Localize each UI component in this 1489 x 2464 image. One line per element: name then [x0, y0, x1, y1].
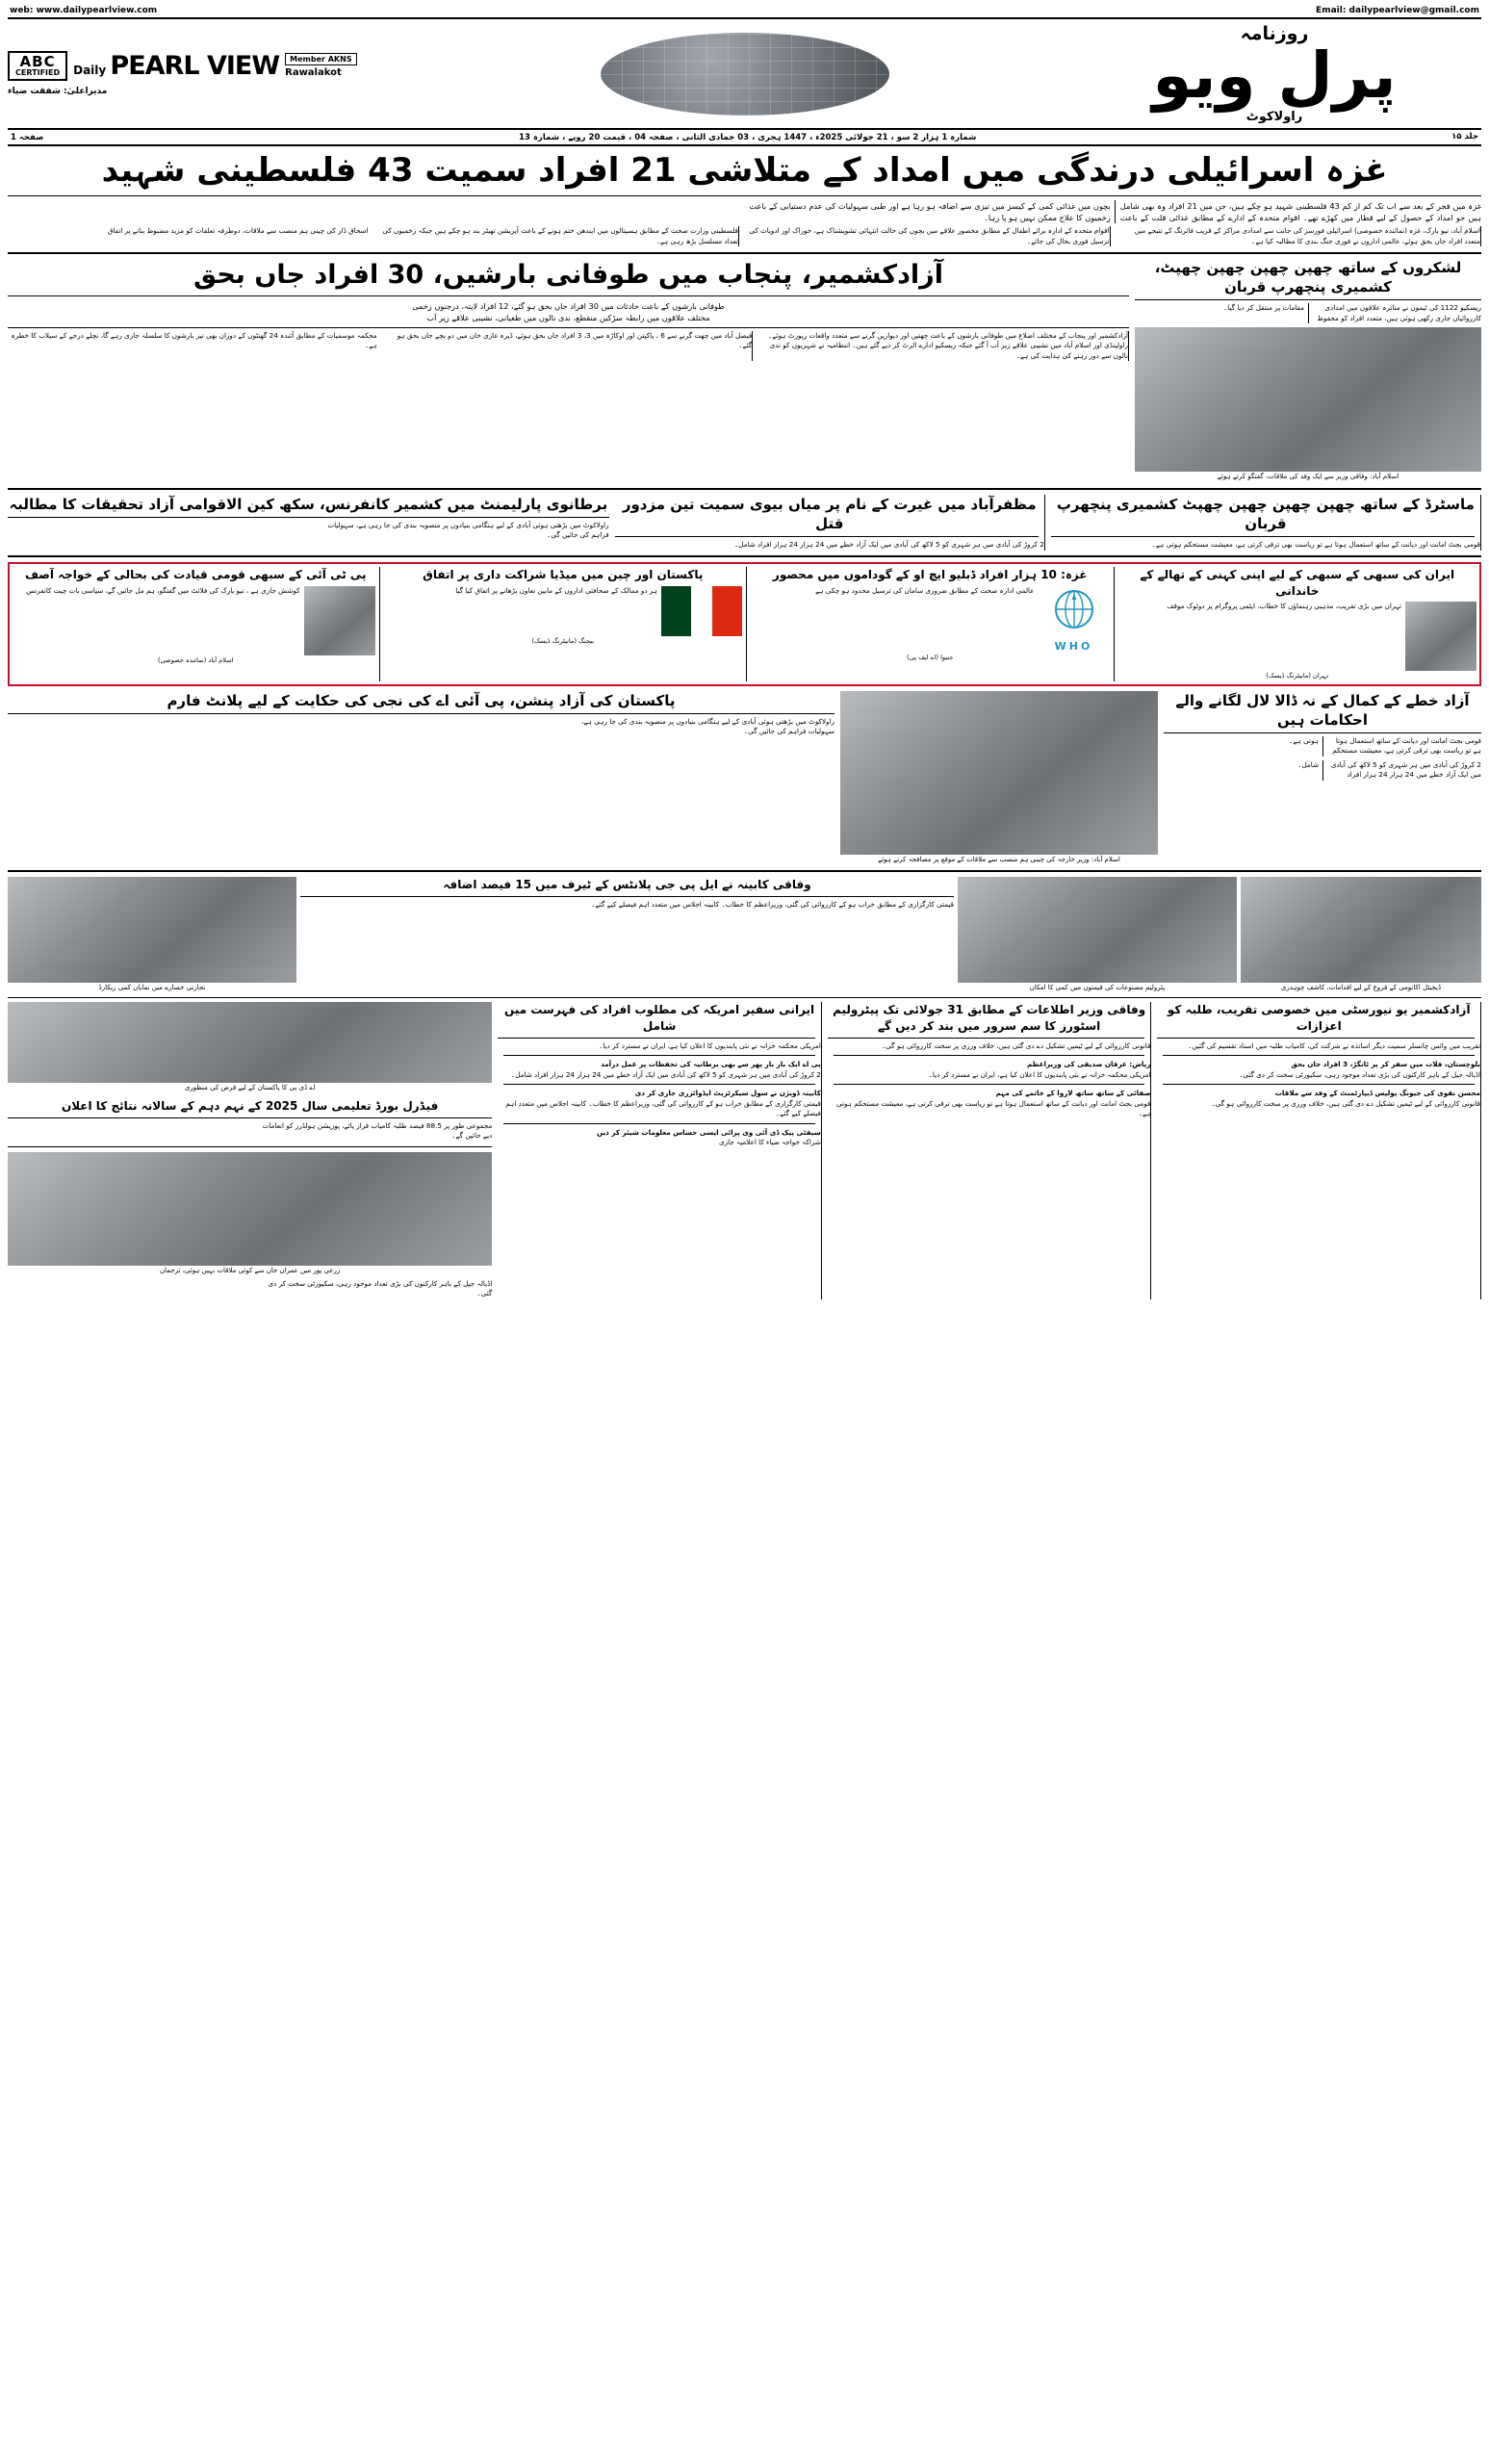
akns-block: [285, 53, 356, 78]
who-text: WHO: [1054, 639, 1093, 653]
minor-body-7: شراکہ خواجہ ضیاء کا اعلامیہ جاری: [719, 1138, 821, 1147]
flag-pair: [661, 586, 742, 636]
group-photo-2-caption: پٹرولیم مصنوعات کی قیمتوں میں کمی کا امکان: [1029, 983, 1166, 991]
bottom-headline-edu: فیڈرل بورڈ تعلیمی سال 2025 کے نہم دہم کے سالانہ نتائج کا اعلان: [61, 1098, 439, 1113]
lead-photo-meeting: [1135, 327, 1481, 472]
umbrella-photo: [8, 1152, 492, 1266]
lower-left: [1164, 691, 1481, 865]
minor-body-5: 2 کروڑ کی آبادی میں ہر شہری کو 5 لاکھ کی آبادی میں ایک آزاد خطے میں 24 ہزار 24 ہزار افراد شامل۔: [511, 1069, 821, 1079]
bottom-col-2: [828, 1002, 1152, 1298]
banner-pti-body: کوشش جاری ہے ، نیو یارک کی فلائٹ میں گفتگو، ہم مل جائیں گے، سیاسی بات چیت کانفرنس: [26, 585, 300, 595]
banner-iran-body: تہران میں بڑی تقریب، مذہبی رہنماؤں کا خطاب، ایٹمی پروگرام پر دوٹوک موقف: [1167, 602, 1401, 611]
editor-line: مدیراعلیٰ: شفقت ضیاء: [8, 87, 108, 97]
city-en-label: Rawalakot: [285, 67, 342, 79]
abc-badge: [8, 51, 67, 81]
bottom-body-iranlist: امریکی محکمہ خزانہ نے نئی پابندیوں کا اعلان کیا ہے، ایران نے مسترد کر دیا۔: [599, 1041, 821, 1050]
paper-english-name: [73, 51, 279, 81]
bottom-body-itinfo: قانونی کارروائی کے لیے ٹیمیں تشکیل دے دی گئی ہیں، خلاف ورزی پر سخت کارروائی ہو گی۔: [881, 1041, 1151, 1050]
photo-strip: [8, 877, 1481, 993]
banner-iran-credit: تہران (مانیٹرنگ ڈیسک): [1266, 672, 1329, 680]
lead-headline: آزادکشمیر، پنجاب میں طوفانی بارشیں، 30 افراد جاں بحق: [193, 259, 943, 290]
gaza-col-3: فلسطینی وزارت صحت کے مطابق ہسپتالوں میں ایندھن ختم ہونے کے باعث آپریشن تھیٹر بند ہو چکے ہیں جبکہ زخمیوں کی تعداد مسلسل بڑھ رہی ہے۔: [373, 226, 740, 246]
minor-body-1: اڈیالہ جیل کے باہر کارکنوں کی بڑی تعداد موجود رہی، سکیورٹی سخت کر دی گئی۔: [1239, 1069, 1480, 1079]
bottom-body-cantt: قیمتی کارگزاری کے مطابق خراب ہو کے کارروائی کی گئی، وزیراعظم کا خطاب۔ کابینہ اجلاس میں متعدد اہم فیصلے کیے گئے۔: [591, 899, 954, 909]
masthead: [8, 17, 1481, 130]
lower-section: [8, 691, 1481, 865]
bottom-body-edu: مجموعی طور پر 88.5 فیصد طلبہ کامیاب قرار پائے، پوزیشن ہولڈرز کو انعامات دیے جائیں گے۔: [262, 1120, 493, 1141]
bottom-headline-iranlist: ایرانی سفیر امریکہ کی مطلوب افراد کی فہرست میں شامل: [504, 1003, 815, 1034]
side-headline-1: لشکروں کے ساتھ چھپن چھپن چھپن چھپٹ، کشمیری پنچھرپ قربان: [1154, 258, 1462, 296]
bottom-body-kashmir: تقریب میں وائس چانسلر سمیت دیگر اساتذہ نے شرکت کی، کامیاب طلبہ میں اسناد تقسیم کی گئیں۔: [1188, 1041, 1480, 1050]
umbrella-icon: [25, 1162, 89, 1194]
masthead-title-urdu: پرل ویو: [1152, 38, 1397, 113]
pak-china-flags-icon: [661, 586, 742, 636]
gaza-lead-body: غزہ میں فجر کے بعد سے اب تک کم از کم 43 فلسطینی شہید ہو چکے ہیں، جن میں 21 افراد وہ بھی شامل ہیں جو امداد کے حصول کے لیے قطار میں کھڑے تھے۔ اقوام متحدہ کے ادارے کے مطابق غذائی قلت کے باعث بچوں میں غذائی کمی کے کیسز میں تیزی سے اضافہ ہو رہا ہے اور طبی سہولیات کی عدم دستیابی کے باعث زخمیوں کا علاج ممکن نہیں ہو پا رہا۔: [749, 200, 1482, 222]
mid-block-1: [1051, 495, 1481, 551]
mid-body-3: راولاکوٹ میں بڑھتی ہوئی آبادی کے لیے ہنگامی بنیادوں پر منصوبہ بندی کی جا رہی ہے، سہولیات فراہم کی جائیں گی۔: [327, 521, 609, 540]
mid-headline-row: [8, 495, 1481, 551]
globe-icon: [601, 33, 889, 116]
mid-headline-3: برطانوی پارلیمنٹ میں کشمیر کانفرنس، سکھ کین الاقوامی آزاد تحقیقات کا مطالبہ: [9, 495, 608, 513]
minor-headline-4: صفائی کے ساتھ ساتھ لاروا کے خاتمے کی مہم: [995, 1089, 1151, 1098]
banner-pak-china-headline: پاکستان اور چین میں میڈیا شراکت داری پر اتفاق: [423, 567, 704, 581]
lead-subhead-2: مختلف علاقوں میں رابطہ سڑکیں منقطع، ندی نالوں میں طغیانی، نشیبی علاقے زیر آب: [426, 313, 710, 323]
bottom-grid: [8, 1002, 1481, 1298]
lower-left-headline: آزاد خطے کے کمال کے نہ ڈالا لال لگانے والے احکامات ہیں: [1175, 691, 1470, 729]
lower-right: [8, 691, 834, 865]
minor-body-6: قیمتی کارگزاری کے مطابق خراب ہو کے کارروائی کی گئی، وزیراعظم کا خطاب۔ کابینہ اجلاس میں متعدد اہم فیصلے کیے گئے۔: [505, 1098, 821, 1118]
gaza-col-2: اقوام متحدہ کے ادارہ برائے اطفال کے مطابق محصور علاقے میں بچوں کی حالت انتہائی تشویشناک ہے، خوراک اور ادویات کی ترسیل فوری بحال کی جائے۔: [744, 226, 1111, 246]
banner-iran-headline: ایران کی سبھی کے سبھی کے لیے اپنی کہنی کے تھالے کے خاندانی: [1140, 567, 1455, 598]
group-photo-1: [1241, 877, 1481, 983]
masthead-rozna: روزنامہ: [1240, 23, 1309, 44]
pearlview-label: PEARL VIEW: [110, 50, 280, 81]
banner-pti-headline: پی ٹی آئی کے سبھی قومی قیادت کی بحالی کے خواجہ آصف: [24, 567, 367, 581]
lower-left-body: قومی بجٹ امانت اور دیانت کے ساتھ استعمال ہوتا ہے تو ریاست بھی ترقی کرتی ہے، معیشت مستحکم ہوتی ہے۔: [1289, 736, 1481, 756]
umbrella-photo-caption: زرعی پور میں عمران خان سے کوئی ملاقات نہیں ہوئی، ترجمان: [159, 1266, 341, 1274]
flag-gap: [691, 586, 712, 636]
abc-label: ABC: [19, 52, 56, 70]
gaza-story: [8, 146, 1481, 248]
masthead-english-block: [8, 23, 422, 124]
banner-who-headline: غزہ: 10 ہزار افراد ڈبلیو ایچ او کے گوداموں میں محصور: [772, 567, 1088, 581]
lead-para-1: فیصل آباد میں چھت گرنے سے 6 ، پاکپتن اور اوکاڑہ میں 3، 3 افراد جاں بحق ہوئے، ڈیرہ غازی خان میں دو بچے جاں بحق ہو گئے۔: [383, 331, 754, 361]
mid-headline-1: ماسٹرڈ کے ساتھ چھپن چھپن چھپن چھپٹ کشمیری پنچھرپ قربان: [1056, 495, 1475, 533]
issue-volume: جلد ۱۵: [1451, 132, 1478, 141]
top-info-bar: [8, 6, 1481, 17]
website-label: web: www.dailypearlview.com: [10, 6, 158, 15]
edu-photo: [8, 1002, 492, 1083]
lead-left-column: [1135, 258, 1481, 483]
masthead-globe-art: [422, 23, 1067, 124]
banner-iran: [1114, 567, 1477, 681]
bottom-col-4: [8, 1002, 492, 1298]
bottom-col-3: [498, 1002, 822, 1298]
banner-pti: [13, 567, 375, 681]
lower-photo-block: [840, 691, 1158, 865]
photo-strip-item-3: [8, 877, 296, 993]
gaza-col-4: اسحاق ڈار کی چینی ہم منصب سے ملاقات، دوطرفہ تعلقات کو مزید مضبوط بنانے پر اتفاق: [107, 226, 369, 236]
abc-certified-label: CERTIFIED: [15, 68, 61, 78]
mid-block-3: [8, 495, 609, 551]
group-photo-3: [8, 877, 296, 983]
banner-pti-photo: [304, 586, 375, 655]
bottom-headline-cantt: وفاقی کابینہ نے ایل پی جی پلانٹس کے ٹیرف میں 15 فیصد اضافہ: [443, 877, 811, 891]
minor-body-4: قومی بجٹ امانت اور دیانت کے ساتھ استعمال ہوتا ہے تو ریاست بھی ترقی کرتی ہے، معیشت مستحکم ہوتی ہے۔: [836, 1098, 1151, 1118]
banner-pti-credit: اسلام آباد (نمائندہ خصوصی): [157, 655, 234, 664]
lead-subhead-1: طوفانی بارشوں کے باعث حادثات میں 30 افراد جاں بحق ہو گئے، 12 افراد لاپتہ، درجنوں زخمی: [412, 301, 725, 312]
minor-body-2: قانونی کارروائی کے لیے ٹیمیں تشکیل دے دی گئی ہیں، خلاف ورزی پر سخت کارروائی ہو گی۔: [1211, 1098, 1480, 1108]
masthead-logo-block: [1067, 23, 1481, 124]
banner-who-credit: جنیوا (اے ایف پی): [907, 653, 954, 661]
banner-row: [8, 562, 1481, 686]
photo-strip-item-1: [1241, 877, 1481, 993]
banner-pak-china-body: ہر دو ممالک کے صحافتی اداروں کے مابین تعاون بڑھانے پر اتفاق کیا گیا: [455, 585, 657, 595]
edu-photo-caption: اے ڈی بی کا پاکستان کے لیے قرض کی منظوری: [184, 1084, 316, 1092]
side-story-1-body: ریسکیو 1122 کی ٹیموں نے متاثرہ علاقوں میں امدادی کارروائیاں جاری رکھی ہوئی ہیں، متعدد افراد کو محفوظ مقامات پر منتقل کر دیا گیا۔: [1223, 303, 1481, 322]
abc-certification: [8, 51, 357, 81]
pakistan-flag: [661, 586, 691, 636]
lower-right-body: راولاکوٹ میں بڑھتی ہوئی آبادی کے لیے ہنگامی بنیادوں پر منصوبہ بندی کی جا رہی ہے، سہولیات فراہم کی جائیں گی۔: [581, 716, 834, 736]
masthead-city-urdu: راولاکوٹ: [1245, 110, 1303, 124]
umbrella-body: اڈیالہ جیل کے باہر کارکنوں کی بڑی تعداد موجود رہی، سکیورٹی سخت کر دی گئی۔: [268, 1278, 493, 1298]
banner-iran-photo: [1405, 602, 1476, 671]
issue-info-bar: [8, 130, 1481, 146]
edu-photo-block: [8, 1002, 492, 1093]
bottom-headline-kashmir: آزادکشمیر یو نیورسٹی میں خصوصی تقریب، طلبہ کو اعزازات: [1167, 1003, 1471, 1034]
bottom-headline-itinfo: وفاقی وزیر اطلاعات کے مطابق 31 جولائی تک پیٹرولیم اسٹورز کا سم سرور میں بند کر دیں گے: [833, 1003, 1146, 1034]
minor-body-3: امریکی محکمہ خزانہ نے نئی پابندیوں کا اعلان کیا ہے، ایران نے مسترد کر دیا۔: [928, 1069, 1151, 1079]
gaza-headline: غزہ اسرائیلی درندگی میں امداد کے متلاشی 21 افراد سمیت 43 فلسطینی شہید: [101, 151, 1388, 190]
lead-section: [8, 258, 1481, 483]
mid-block-2: [615, 495, 1045, 551]
banner-pak-china: [379, 567, 743, 681]
lower-photo-caption: اسلام آباد: وزیر خارجہ کی چینی ہم منصب سے ملاقات کے موقع پر مصافحہ کرتے ہوئے: [878, 855, 1120, 863]
lower-left-body-2: 2 کروڑ کی آبادی میں ہر شہری کو 5 لاکھ کی آبادی میں ایک آزاد خطے میں 24 ہزار 24 ہزار افراد شامل۔: [1297, 759, 1481, 780]
banner-pak-china-credit: بیجنگ (مانیٹرنگ ڈیسک): [531, 636, 595, 645]
lower-right-headline: پاکستان کی آزاد پنشن، پی آئی اے کی نجی کی حکایت کے لیے پلانٹ فارم: [167, 691, 676, 709]
lead-para-2: محکمہ موسمیات کے مطابق آئندہ 24 گھنٹوں کے دوران بھی تیز بارشوں کا سلسلہ جاری رہے گا، نچلے درجے کے سیلاب کا خطرہ ہے۔: [11, 330, 377, 350]
minor-headline-2: محسن نقوی کی جیونگ پولیس ڈیپارٹمنٹ کے وفد سے ملاقات: [1274, 1089, 1480, 1098]
lead-photo-caption: اسلام آباد: وفاقی وزیر سے ایک وفد کی ملاقات، گفتگو کرتے ہوئے: [1217, 473, 1399, 481]
mid-body-1: قومی بجٹ امانت اور دیانت کے ساتھ استعمال ہوتا ہے تو ریاست بھی ترقی کرتی ہے، معیشت مستحکم ہوتی ہے۔: [1151, 540, 1480, 550]
email-label: Email: dailypearlview@gmail.com: [1316, 6, 1479, 15]
gaza-col-1: اسلام آباد، نیو یارک، غزہ (نمائندہ خصوصی) اسرائیلی فورسز کی جانب سے امدادی مراکز کے قریب فائرنگ کے نتیجے میں متعدد افراد جاں بحق ہوئے، عالمی اداروں نے فوری جنگ بندی کا مطالبہ کیا ہے۔: [1116, 226, 1482, 246]
group-photo-2: [958, 877, 1237, 983]
lower-handshake-photo: [840, 691, 1158, 855]
daily-label: Daily: [73, 63, 107, 77]
mid-headline-2: مظفرآباد میں غیرت کے نام پر میاں بیوی سمیت تین مزدور قتل: [622, 495, 1037, 533]
mid-body-2: 2 کروڑ کی آبادی میں ہر شہری کو 5 لاکھ کی آبادی میں ایک آزاد خطے میں 24 ہزار 24 ہزار افراد شامل۔: [733, 540, 1044, 550]
banner-who: [746, 567, 1110, 681]
issue-date-line: شمارہ 1 ہزار 2 سو ، 21 جولائی 2025ء ، 1447 ہجری ، 03 جمادی الثانی ، صفحہ 04 ، قیمت 20 روپے ، شمارہ 13: [519, 133, 977, 142]
group-photo-3-caption: تجارتی خسارے میں نمایاں کمی ریکارڈ: [98, 983, 206, 991]
issue-page: صفحہ 1: [11, 133, 44, 142]
group-photo-1-caption: ڈیجیٹل اکانومی کے فروغ کے لیے اقدامات، کاشف چوہدری: [1280, 983, 1442, 991]
minor-headline-3: ریاض: عرفان صدیقی کی وزیراعظم: [1026, 1060, 1151, 1069]
minor-headline-6: کابینہ ڈویژن نے سول سیکرٹریٹ ایڈوائزری جاری کر دی: [634, 1089, 821, 1098]
member-akns-badge: Member AKNS: [285, 53, 356, 65]
who-logo-icon: [1039, 586, 1110, 653]
minor-headline-7: سیفٹی پیک ڈی آئی وی پرائی ایسی حساس معلومات شیئر کر دیں: [597, 1127, 821, 1137]
minor-headline-1: بلوچستان، فلات میں سفر کر پر ٹانگڑ، 3 افراد جاں بحق: [1291, 1060, 1480, 1069]
bottom-col-1: [1157, 1002, 1481, 1298]
bottom-center-column: [300, 877, 954, 993]
china-flag: [712, 586, 742, 636]
lead-body: آزادکشمیر اور پنجاب کے مختلف اضلاع میں طوفانی بارشوں کے باعث چھتیں اور دیواریں گرنے سے متعدد واقعات رپورٹ ہوئے۔ راولپنڈی اور اسلام آباد میں نشیبی علاقے زیر آب آ گئے جبکہ ریسکیو ادارے الرٹ کر دیے گئے ہیں۔ انتظامیہ نے شہریوں کو ندی نالوں سے دور رہنے کی ہدایت کی ہے۔: [758, 331, 1129, 361]
minor-headline-5: پی اے ایک بار بار پھر سے بھی برطانیہ کی تحفظات پر عمل درآمد: [601, 1060, 821, 1069]
banner-who-body: عالمی ادارہ صحت کے مطابق ضروری سامان کی ترسیل محدود ہو چکی ہے: [815, 585, 1035, 595]
lead-main: [8, 258, 1129, 483]
photo-strip-item-2: [958, 877, 1237, 993]
